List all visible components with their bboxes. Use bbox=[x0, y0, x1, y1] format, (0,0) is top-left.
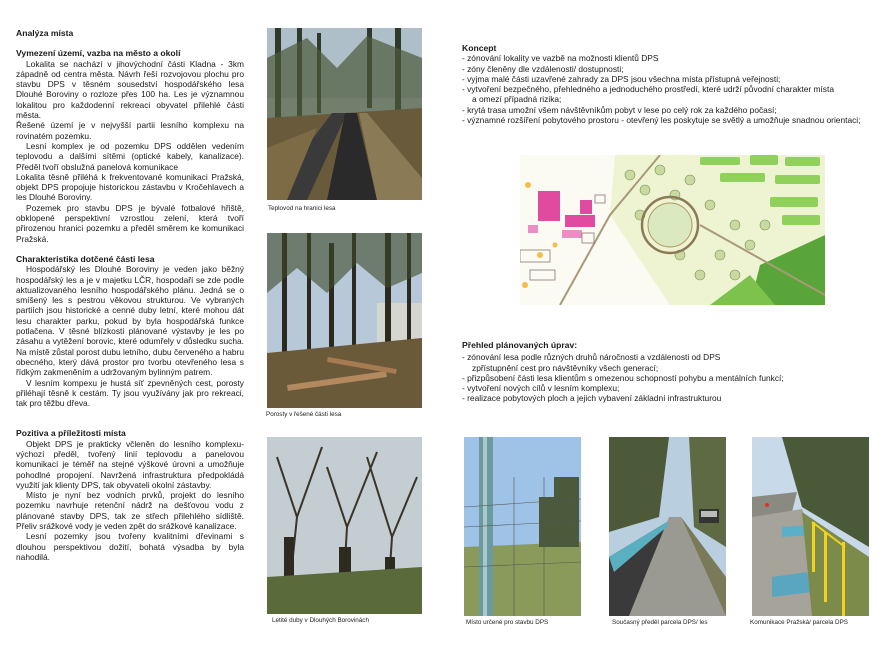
photo-forest-stands bbox=[267, 233, 422, 408]
list-item: - vytvoření nových cílů v lesním komplexu; bbox=[462, 383, 620, 394]
section-heading-area: Vymezení území, vazba na město a okolí bbox=[16, 48, 181, 59]
paragraph: Lokalita se nachází v jihovýchodní části Kladna - 3km západně od centra města. Návrh řeší rozvojovou plochu pro stavbu DPS v těsném sousedství hospodářského lesa Dlouhé Boroviny o rozloze přes 100 ha. Les je významnou lokalitou pro každodenní rekreaci obyvatel přilehlé části města. bbox=[16, 58, 244, 121]
list-item: - významné rozšíření pobytového prostoru - otevřený les poskytuje se světlý a umožňuje snadnou orientaci; bbox=[462, 115, 861, 126]
list-item: - krytá trasa umožní všem návštěvníkům pobyt v lese po celý rok za každého počasí; bbox=[462, 104, 777, 115]
paragraph: Pozemek pro stavbu DPS je bývalé fotbalové hřiště, obklopené perspektivní vzrostlou zelení, která tvoří přirozenou hranici pozemku a předěl směrem ke komunikaci Pražská. bbox=[16, 202, 244, 244]
list-item: - zónování lesa podle různých druhů náročnosti a vzdálenosti od DPS bbox=[462, 352, 721, 363]
list-item: - vyjma malé části uzavřené zahrady za DPS jsou všechna místa přístupná veřejnosti; bbox=[462, 73, 781, 84]
section-heading-positives: Pozitiva a příležitosti místa bbox=[16, 428, 126, 439]
photo-old-oaks bbox=[267, 437, 422, 614]
caption: Současný předěl parcela DPS/ les bbox=[612, 619, 708, 626]
list-item: - zónování lokality ve vazbě na možnosti klientů DPS bbox=[462, 53, 659, 64]
paragraph: Lesní komplex je od pozemku DPS oddělen vedením teplovodu a dalšími sítěmi (optické kabely, kanalizace). Předěl tvoří obslužná panelová komunikace bbox=[16, 140, 244, 172]
list-item: a omezí případná rizika; bbox=[472, 94, 562, 105]
paragraph: Místo je nyní bez vodních prvků, projekt do lesního pozemku navrhuje retenční nádrž na dešťovou vodu z plánované stavby DPS, tak ze střech přilehlého sídliště. Přeliv srážkové vody je veden zpět do srážkové kanalizace. bbox=[16, 490, 244, 532]
concept-heading: Koncept bbox=[462, 43, 497, 53]
caption: Porosty v řešené části lesa bbox=[266, 411, 342, 418]
photo-prazska-road bbox=[752, 437, 869, 616]
analysis-title: Analýza místa bbox=[16, 28, 74, 38]
analysis-column bbox=[16, 28, 244, 562]
section-heading-forest: Charakteristika dotčené části lesa bbox=[16, 253, 155, 264]
paragraph: Lesní pozemky jsou tvořeny kvalitními dřevinami s dlouhou perspektivou dožití, bohatá výsadba by byla nahodilá. bbox=[16, 531, 244, 562]
list-item: - zóny členěny dle vzdálenosti/ dostupnosti; bbox=[462, 63, 624, 74]
caption: Letité duby v Dlouhých Borovinách bbox=[272, 617, 369, 624]
caption: Místo určené pro stavbu DPS bbox=[466, 619, 549, 626]
paragraph: Lokalita těsně přiléhá k frekventované komunikaci Pražská, objekt DPS propojuje historickou zástavbu v Kročehlavech a les Dlouhé Boroviny. bbox=[16, 171, 244, 203]
paragraph: Hospodářský les Dlouhé Boroviny je veden jako běžný hospodářský les a je v majetku LČR, hospodaří se zde podle aktualizovaného lesního hospodářského plánu. Jedná se o smíšený les s pestrou věkovou strukturou. Ve vybraných partiích jsou historické a cenné duby letní, které mohou dát lesu charakter parku, pokud by byla hospodářská funkce potlačena. V těsné blízkosti plánované výstavby je les po zásahu a vytěžení borovic, které odumřely v důsledku sucha. Na místě zůstal porost dubu letního, dubu červeného a habru obecného, který dává prostor pro tvorbu otevřeného lesa s řídkým zakmeněním a udržovaným bylinným patrem. bbox=[16, 264, 244, 378]
paragraph: Objekt DPS je prakticky včleněn do lesního komplexu-výchozí předěl, tvořený linií teplovodu a panelovou komunikací je téměř na stejné výškové úrovni a umožňuje pohodlné propojení. Navržená infrastruktura předpokládá využití jak klienty DPS, tak obyvateli okolní zástavby. bbox=[16, 438, 244, 490]
photo-heat-pipeline bbox=[267, 28, 422, 200]
concept-block bbox=[462, 43, 882, 125]
list-item: - vytvoření bezpečného, přehledného a jednoduchého prostředí, které udrží původní charakter místa bbox=[462, 84, 834, 95]
list-item: zpřístupnění cest pro návštěvníky všech generací; bbox=[472, 362, 659, 373]
planned-changes-heading: Přehled plánovaných úprav: bbox=[462, 340, 578, 350]
paragraph: Řešené území je v nejvyšší partii lesního komplexu na rovinatém pozemku. bbox=[16, 120, 244, 141]
list-item: - realizace pobytových ploch a jejich vybavení základní infrastrukturou bbox=[462, 393, 722, 404]
photo-construction-site bbox=[464, 437, 581, 616]
photo-current-boundary bbox=[609, 437, 726, 616]
planned-changes-block bbox=[462, 340, 882, 404]
caption: Komunikace Pražská/ parcela DPS bbox=[750, 619, 848, 626]
site-plan-sketch bbox=[520, 155, 825, 305]
caption: Teplovod na hranici lesa bbox=[268, 205, 336, 212]
list-item: - přizpůsobení části lesa klientům s omezenou schopností pohybu a mentálních funkcí; bbox=[462, 372, 784, 383]
paragraph: V lesním kompexu je hustá síť zpevněných cest, porosty přiléhají těsně k cestám. Ty jsou využívány jak pro rekreaci, tak pro těžbu dřeva. bbox=[16, 377, 244, 409]
